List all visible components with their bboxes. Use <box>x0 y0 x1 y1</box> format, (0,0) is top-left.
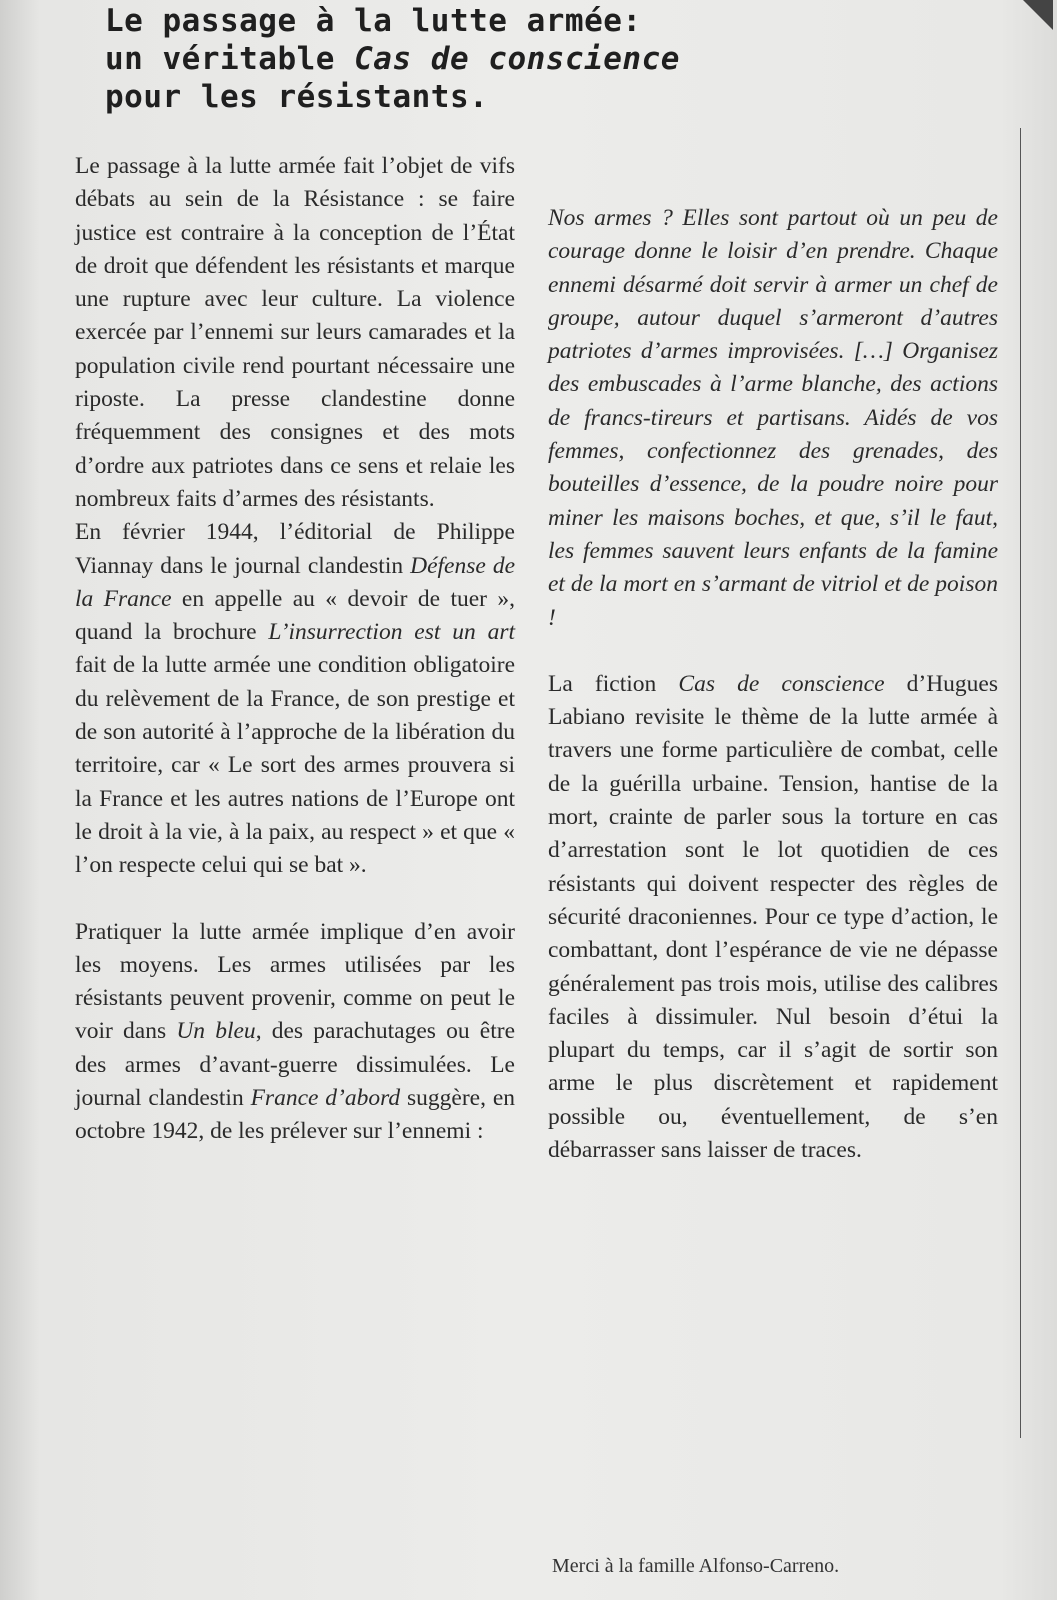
left-p3-d: France d’abord <box>250 1085 401 1112</box>
title-line-3: pour les résistants. <box>105 79 489 115</box>
title-line-1: Le passage à la lutte armée: <box>105 3 642 39</box>
left-column <box>75 150 515 1149</box>
right-p-a: La fiction <box>548 670 679 697</box>
left-p3-b: Un bleu <box>176 1018 256 1045</box>
title-line-2-pre: un véritable <box>105 41 355 77</box>
credit-line: Merci à la famille Alfonso-Carreno. <box>552 1555 840 1577</box>
article-title <box>105 2 865 116</box>
left-p3-c: , des parachutages ou être des armes d’avant-guerre dissimulées. Le journal clandestin <box>75 1018 515 1112</box>
column-rule <box>1020 128 1021 1438</box>
left-p2-e: fait de la lutte armée une condition obligatoire du relèvement de la France, de son prestige et de son autorité à l’approche de la libération du territoire, car « Le sort des armes prouvera si la France et les autres nations de l’Europe ont le droit à la vie, à la paix, au respect » et que « l’on respecte celui qui se bat ». <box>75 652 515 879</box>
right-paragraph <box>548 668 998 1167</box>
paragraph-gap <box>548 635 998 668</box>
right-p-b: Cas de conscience <box>678 670 885 697</box>
right-column <box>548 202 998 1167</box>
left-p2-d: L’insurrection est un art <box>268 619 515 646</box>
left-p2-a: En février 1944, l’éditorial de Philippe Viannay dans le journal clandestin <box>75 519 515 579</box>
left-p3-a: Pratiquer la lutte armée implique d’en avoir les moyens. Les armes utilisées par les résistants peuvent provenir, comme on peut le voir dans <box>75 918 515 1045</box>
left-p3-e: suggère, en octobre 1942, de les prélever sur l’ennemi : <box>75 1085 515 1145</box>
right-p-c: d’Hugues Labiano revisite le thème de la lutte armée à travers une forme particulière de combat, celle de la guérilla urbaine. Tension, hantise de la mort, crainte de parler sous la torture en cas d’arrestation sont le lot quotidien de ces résistants qui doivent respecter des règles de sécurité draconiennes. Pour ce type d’action, le combattant, dont l’espérance de vie ne dépasse généralement pas trois mois, utilise des calibres faciles à dissimuler. Nul besoin d’étui la plupart du temps, car il s’agit de sortir son arme le plus discrètement et rapidement possible ou, éventuellement, de s’en débarrasser sans laisser de traces. <box>548 670 999 1164</box>
quote-block: Nos armes ? Elles sont partout où un peu de courage donne le loisir d’en prendre. Chaque ennemi désarmé doit servir à armer un chef de groupe, autour duquel s’armeront d’autres patriotes d’armes improvisées. […] Organisez des embuscades à l’arme blanche, des actions de francs-tireurs et partisans. Aidés de vos femmes, confectionnez des grenades, des bouteilles d’essence, de la poudre noire pour miner les maisons boches, et que, s’il le faut, les femmes sauvent leurs enfants de la famine et de la mort en s’armant de vitriol et de poison ! <box>548 205 998 631</box>
page-corner <box>1023 0 1053 30</box>
left-paragraph-2 <box>75 516 515 882</box>
paragraph-gap <box>75 883 515 916</box>
left-p2-b: Défense de la France <box>75 552 515 612</box>
left-paragraph-3 <box>75 916 515 1149</box>
left-p2-c: en appelle au « devoir de tuer », quand la brochure <box>75 585 515 646</box>
left-paragraph-1: Le passage à la lutte armée fait l’objet de vifs débats au sein de la Résistance : se faire justice est contraire à la conception de l’État de droit que défendent les résistants et marque une rupture avec leur culture. La violence exercée par l’ennemi sur leurs camarades et la population civile rend pourtant nécessaire une riposte. La presse clandestine donne fréquemment des consignes et des mots d’ordre aux patriotes dans ce sens et relaie les nombreux faits d’armes des résistants. <box>75 153 515 512</box>
title-line-2-italic: Cas de conscience <box>354 41 680 77</box>
